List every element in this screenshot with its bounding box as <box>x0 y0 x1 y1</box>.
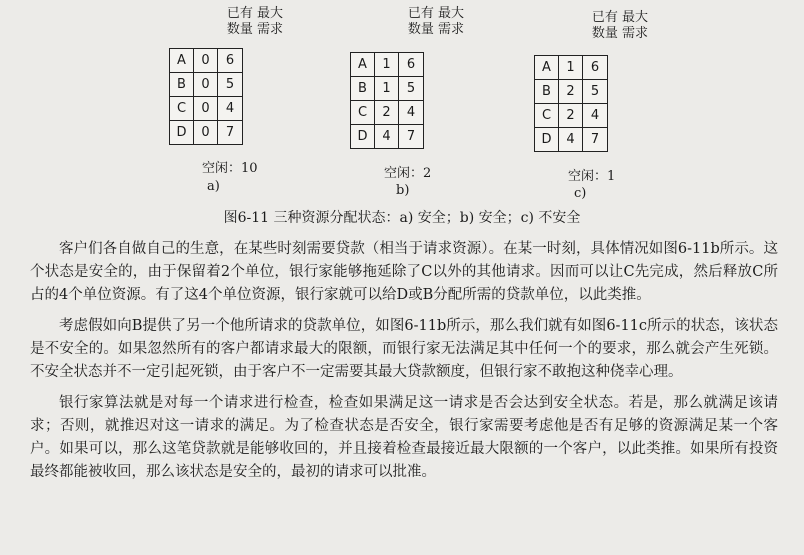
table-row <box>351 125 423 148</box>
figure-sublabel: a) <box>207 179 220 194</box>
header-line-1: 已有 最大 <box>226 6 283 21</box>
has-cell: 0 <box>194 49 218 72</box>
figure-sublabel: b) <box>396 183 410 198</box>
has-cell: 1 <box>375 77 399 100</box>
header-line-2: 数量 需求 <box>591 26 648 41</box>
figure-header <box>344 6 464 38</box>
customer-cell: D <box>535 128 559 151</box>
customer-cell: B <box>170 73 194 96</box>
table-row <box>535 128 607 151</box>
free-units-label: 空闲：2 <box>384 166 432 181</box>
customer-cell: D <box>170 121 194 144</box>
has-cell: 1 <box>559 56 583 79</box>
table-row <box>170 121 242 144</box>
table-row <box>351 77 423 101</box>
body-text <box>30 238 778 492</box>
customer-cell: A <box>351 53 375 76</box>
figure-a <box>163 2 283 202</box>
table-row <box>170 49 242 73</box>
max-cell: 7 <box>590 132 600 147</box>
has-cell: 1 <box>375 53 399 76</box>
header-line-1: 已有 最大 <box>407 6 464 21</box>
max-cell: 5 <box>225 77 235 92</box>
max-cell: 5 <box>590 84 600 99</box>
figure-c <box>528 2 648 202</box>
max-cell: 4 <box>590 108 600 123</box>
max-cell: 6 <box>225 53 235 68</box>
max-cell: 7 <box>225 125 235 140</box>
has-cell: 2 <box>375 101 399 124</box>
customer-cell: A <box>170 49 194 72</box>
table-row <box>351 53 423 77</box>
has-cell: 0 <box>194 97 218 120</box>
header-line-2: 数量 需求 <box>226 22 283 37</box>
figure-header <box>163 6 283 38</box>
figure-caption: 图6-11 三种资源分配状态：a) 安全；b) 安全；c) 不安全 <box>223 210 581 226</box>
has-cell: 4 <box>375 125 399 148</box>
customer-cell: C <box>170 97 194 120</box>
customer-cell: C <box>535 104 559 127</box>
paragraph: 银行家算法就是对每一个请求进行检查，检查如果满足这一请求是否会达到安全状态。若是，那么就满足该请求；否则，就推迟对这一请求的满足。为了检查状态是否安全，银行家需要考虑他是否有足够的资源满足某一个客户。如果可以，那么这笔贷款就是能够收回的，并且接着检查最接近最大限额的一个客户，以此类推。如果所有投资最终都能被收回，那么该状态是安全的，最初的请求可以批准。 <box>30 395 778 480</box>
table-row <box>535 56 607 80</box>
has-cell: 4 <box>559 128 583 151</box>
header-line-1: 已有 最大 <box>591 10 648 25</box>
table-row <box>535 80 607 104</box>
header-line-2: 数量 需求 <box>407 22 464 37</box>
figure-b <box>344 2 464 202</box>
has-cell: 0 <box>194 121 218 144</box>
max-cell: 4 <box>225 101 235 116</box>
max-cell: 6 <box>406 57 416 72</box>
max-cell: 5 <box>406 81 416 96</box>
table-row <box>535 104 607 128</box>
resource-table <box>534 55 608 152</box>
has-cell: 2 <box>559 104 583 127</box>
customer-cell: C <box>351 101 375 124</box>
resource-table <box>169 48 243 145</box>
has-cell: 2 <box>559 80 583 103</box>
table-row <box>170 73 242 97</box>
customer-cell: B <box>351 77 375 100</box>
customer-cell: B <box>535 80 559 103</box>
paragraph: 考虑假如向B提供了另一个他所请求的贷款单位，如图6-11b所示，那么我们就有如图6-11c所示的状态，该状态是不安全的。如果忽然所有的客户都请求最大的限额，而银行家无法满足其中任何一个的要求，那么就会产生死锁。不安全状态并不一定引起死锁，由于客户不一定需要其最大贷款额度，但银行家不敢抱这种侥幸心理。 <box>30 318 778 380</box>
paragraph: 客户们各自做自己的生意，在某些时刻需要贷款（相当于请求资源）。在某一时刻，具体情况如图6-11b所示。这个状态是安全的，由于保留着2个单位，银行家能够拖延除了C以外的其他请求。因而可以让C先完成，然后释放C所占的4个单位资源。有了这4个单位资源，银行家就可以给D或B分配所需的贷款单位，以此类推。 <box>30 241 778 303</box>
resource-table <box>350 52 424 149</box>
max-cell: 4 <box>406 105 416 120</box>
free-units-label: 空闲：1 <box>568 169 616 184</box>
table-row <box>170 97 242 121</box>
free-units-label: 空闲：10 <box>202 161 258 176</box>
max-cell: 7 <box>406 129 416 144</box>
customer-cell: D <box>351 125 375 148</box>
figure-sublabel: c) <box>574 186 587 201</box>
table-row <box>351 101 423 125</box>
has-cell: 0 <box>194 73 218 96</box>
customer-cell: A <box>535 56 559 79</box>
max-cell: 6 <box>590 60 600 75</box>
figure-header <box>528 10 648 42</box>
